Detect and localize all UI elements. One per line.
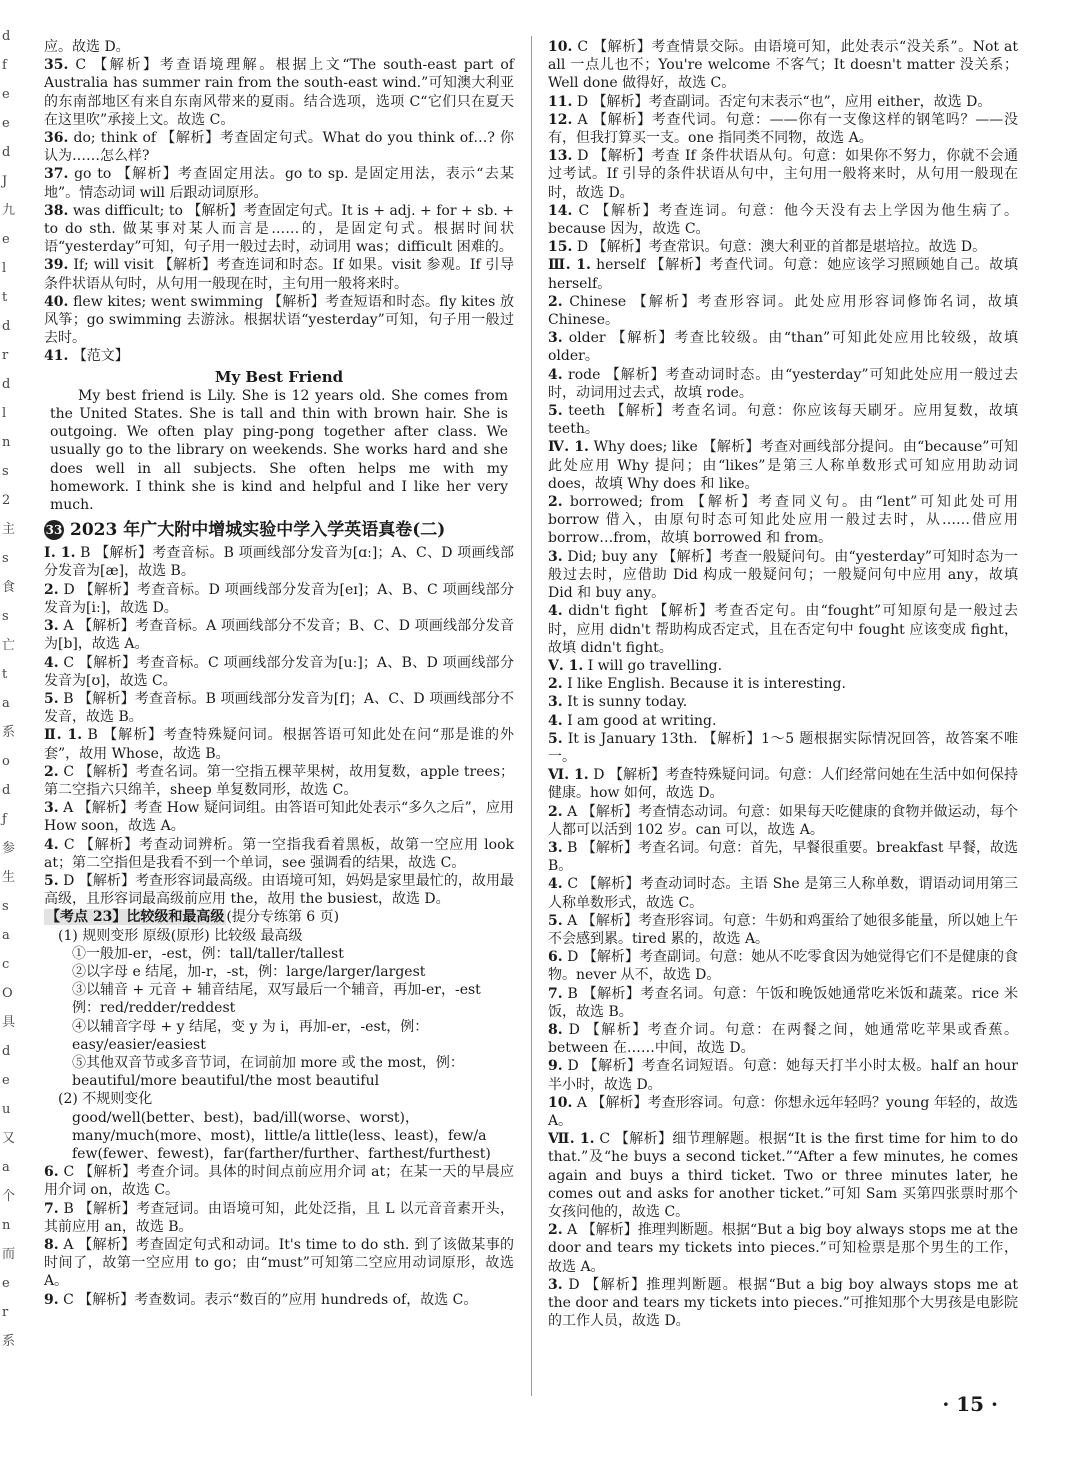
answer-entry	[548, 1221, 1018, 1276]
entry-text: D 【解析】考查副词。句意：她从不吃零食因为她觉得它们不是健康的食物。never 从不，故选 D。	[548, 949, 1018, 984]
margin-bleed-char: s	[2, 551, 9, 566]
answer-entry	[44, 347, 514, 365]
margin-bleed-char: 个	[2, 1189, 16, 1204]
entry-number: 7.	[44, 1200, 59, 1217]
entry-text: C 【解析】考查数词。表示“数百的”应用 hundreds of，故选 C。	[63, 1291, 478, 1308]
entry-number: 35.	[44, 57, 69, 74]
entry-number: 2.	[548, 803, 563, 820]
entry-number: 3.	[548, 694, 563, 711]
answer-entry	[44, 690, 514, 726]
answer-entry	[548, 948, 1018, 984]
margin-bleed-char: 食	[2, 580, 16, 595]
margin-bleed-char: u	[2, 1102, 11, 1117]
margin-bleed-char: e	[2, 87, 10, 102]
entry-number: 3.	[44, 618, 59, 635]
margin-bleed-char: d	[2, 319, 11, 334]
answer-entry	[44, 544, 514, 580]
entry-number: 7.	[548, 985, 563, 1002]
entry-number: 4.	[548, 366, 563, 383]
entry-number: 2.	[548, 293, 563, 310]
entry-number: 10.	[548, 1094, 573, 1111]
entry-number: 2.	[548, 494, 563, 511]
entry-text: B 【解析】考查名词。句意：午饭和晚饭她通常吃米饭和蔬菜。rice 米饭，故选 B。	[548, 985, 1019, 1020]
entry-text: A 【解析】考查 How 疑问词组。由答语可知此处表示“多久之后”，应用 How soon，故选 A。	[44, 800, 514, 835]
entry-text: Chinese 【解析】考查形容词。此处应用形容词修饰名词，故填 Chinese。	[548, 293, 1018, 329]
margin-bleed-char: n	[2, 435, 11, 450]
essay-title: My Best Friend	[214, 367, 344, 386]
entry-text: I like English. Because it is interesting.	[567, 676, 846, 693]
entry-text: herself 【解析】考查代词。句意：她应该学习照顾她自己。故填 herself。	[548, 257, 1018, 292]
comparative-rule: ③以辅音 + 元音 + 辅音结尾，双写最后一个辅音，再加-er，-est	[72, 982, 481, 999]
margin-bleed-char: a	[2, 1160, 10, 1175]
answer-entry	[44, 872, 514, 908]
kaodian-tag: 【考点 23】比较级和最高级	[46, 909, 225, 926]
entry-text: D 【解析】考查常识。句意：澳大利亚的首都是堪培拉。故选 D。	[576, 239, 987, 256]
entry-number: 6.	[44, 1164, 59, 1181]
margin-bleed-char: d	[2, 30, 11, 44]
column-divider	[531, 36, 532, 1396]
answer-entry	[548, 985, 1018, 1021]
entry-text: A 【解析】考查音标。A 项画线部分不发音；B、C、D 项画线部分发音为[b]，故选 A。	[44, 618, 515, 653]
answer-entry	[44, 799, 514, 835]
entry-number: Ⅵ. 1.	[548, 767, 589, 784]
answer-entry	[548, 38, 1018, 93]
answer-entry	[548, 238, 1018, 256]
entry-text: older 【解析】考查比较级。由“than”可知此处应用比较级，故填 older。	[548, 330, 1018, 365]
margin-bleed-char: r	[2, 1305, 9, 1320]
left-margin-bleed	[0, 30, 22, 1400]
entry-number: 6.	[548, 949, 563, 966]
margin-bleed-char: t	[2, 667, 8, 682]
answer-entry	[44, 165, 514, 201]
answer-entry	[548, 93, 1018, 111]
entry-number: 2.	[548, 1222, 563, 1239]
margin-bleed-char: 系	[2, 1334, 16, 1349]
answer-entry	[548, 111, 1018, 147]
entry-text: D 【解析】考查音标。D 项画线部分发音为[eɪ]；A、B、C 项画线部分发音为[iː]，故选 D。	[44, 581, 514, 616]
entry-text: A 【解析】考查情态动词。句意：如果每天吃健康的食物并做运动，每个人都可以活到 102 岁。can 可以，故选 A。	[548, 803, 1019, 838]
margin-bleed-char: 主	[2, 522, 16, 537]
entry-number: 9.	[548, 1058, 563, 1075]
entry-text: C 【解析】考查动词时态。主语 She 是第三人称单数，谓语动词用第三人称单数形式，故选 C。	[548, 876, 1018, 911]
entry-number: Ⅱ. 1.	[44, 727, 83, 744]
answer-entry	[44, 836, 514, 872]
answer-entry	[548, 912, 1018, 948]
margin-bleed-char: 生	[2, 870, 16, 885]
entry-number: 37.	[44, 166, 69, 183]
answer-entry	[44, 654, 514, 690]
entry-text: A 【解析】考查固定句式和动词。It's time to do sth. 到了该做某事的时间了，故第一空应用 to go；由“must”可知第二空应用动词原形，故选 A。	[44, 1237, 515, 1290]
answer-entry	[548, 693, 1018, 711]
margin-bleed-char: l	[2, 261, 7, 276]
answer-entry	[44, 1236, 514, 1291]
entry-text: C 【解析】考查情景交际。由语境可知，此处表示“没关系”。Not at all 一点儿也不；You're welcome 不客气；It doesn't matter 没关系；Well done 做得好，故选 C。	[548, 39, 1019, 92]
margin-bleed-char: n	[2, 1218, 11, 1233]
entry-number: 9.	[44, 1291, 59, 1308]
entry-number: Ⅶ. 1.	[548, 1131, 595, 1148]
margin-bleed-char: e	[2, 232, 10, 247]
margin-bleed-char: 九	[2, 203, 16, 218]
margin-bleed-char: s	[2, 899, 9, 914]
answer-entry	[44, 617, 514, 653]
entry-text: D 【解析】考查副词。否定句末表示“也”，应用 either，故选 D。	[576, 93, 992, 110]
comparative-rule: ②以字母 e 结尾，加-r，-st，例：large/larger/largest	[72, 963, 426, 980]
entry-text: B 【解析】考查冠词。由语境可知，此处泛指，且 L 以元音音素开头，其前应用 an，故选 B。	[44, 1200, 514, 1235]
margin-bleed-char: J	[2, 174, 8, 189]
margin-bleed-char: a	[2, 928, 10, 943]
margin-bleed-char: d	[2, 377, 11, 392]
answer-entry	[548, 1057, 1018, 1093]
margin-bleed-char: 参	[2, 841, 16, 856]
entry-number: 3.	[548, 548, 563, 565]
answer-entry	[548, 602, 1018, 657]
margin-bleed-char: ƒ	[2, 812, 7, 827]
entry-number: 8.	[44, 1237, 59, 1253]
entry-number: 5.	[548, 730, 563, 747]
margin-bleed-char: f	[2, 58, 7, 73]
entry-text: borrowed; from 【解析】考查同义句。由“lent”可知此处可用 borrow 借入，由原句时态可知此处应用一般过去时，从……借应用 borrow…from，故填 borrowed 和 from。	[548, 494, 1018, 547]
answer-entry	[548, 366, 1018, 402]
margin-bleed-char: 又	[2, 1131, 16, 1146]
entry-text: was difficult; to 【解析】考查固定句式。It is + adj. + for + sb. + to do sth. 做某事对某人而言是……的，是固定句式。根据时间状语“yesterday”可知，句子用一般过去时，动词用 was；difficult 困难的。	[44, 202, 514, 256]
entry-text: 应。故选 D。	[44, 39, 130, 55]
entry-text: C 【解析】考查连词。句意：他今天没有去上学因为他生病了。because 因为，故选 C。	[548, 202, 1018, 238]
entry-number: 10.	[548, 39, 573, 55]
irregular-forms: good/well(better、best)，bad/ill(worse、worst)，many/much(more、most)，little/a little(less、least)，few/a few(fewer、fewest)，far(farther/further、farthest/furthest)	[72, 1109, 491, 1162]
answer-entry	[44, 1291, 514, 1309]
answer-entry	[548, 256, 1018, 292]
answer-entry	[548, 402, 1018, 438]
entry-text: D 【解析】考查 If 条件状语从句。句意：如果你不努力，你就不会通过考试。If 引导的条件状语从句中，主句用一般将来时，从句用一般现在时，故选 D。	[548, 148, 1018, 201]
entry-number: 2.	[44, 763, 59, 780]
entry-number: 4.	[44, 654, 59, 671]
answer-entry	[548, 438, 1018, 493]
answer-entry	[44, 1200, 514, 1236]
entry-number: 15.	[548, 239, 573, 256]
entry-text: B 【解析】考查名词。句意：首先，早餐很重要。breakfast 早餐，故选 B。	[548, 839, 1019, 875]
entry-text: B 【解析】考查音标。B 项画线部分发音为[f]；A、C、D 项画线部分不发音，故选 B。	[44, 690, 515, 726]
answer-entry	[548, 329, 1018, 365]
answer-entry	[548, 548, 1018, 603]
entry-number: 4.	[548, 876, 563, 893]
entry-text: B 【解析】考查特殊疑问词。根据答语可知此处在问“那是谁的外套”，故用 Whose，故选 B。	[44, 727, 514, 762]
entry-number: 5.	[44, 872, 59, 889]
margin-bleed-char: e	[2, 1073, 10, 1088]
entry-text: It is sunny today.	[567, 694, 688, 711]
answer-entry	[548, 202, 1018, 238]
answer-entry	[548, 293, 1018, 329]
entry-text: didn't fight 【解析】考查否定句。由“fought”可知原句是一般过去时，应用 didn't 帮助构成否定式，且在否定句中 fought 应该变成 fight，故填 didn't fight。	[548, 603, 1019, 656]
entry-number: 40.	[44, 293, 69, 310]
margin-bleed-char: d	[2, 783, 11, 798]
entry-number: 3.	[548, 839, 563, 856]
margin-bleed-char: e	[2, 1276, 10, 1291]
entry-text: go to 【解析】考查固定用法。go to sp. 是固定用法，表示“去某地”。情态动词 will 后跟动词原形。	[44, 166, 514, 201]
margin-bleed-char: s	[2, 464, 9, 479]
entry-text: I am good at writing.	[567, 712, 717, 729]
margin-bleed-char: s	[2, 609, 9, 624]
entry-text: A 【解析】考查代词。句意：——你有一支像这样的钢笔吗？——没有，但我打算买一支。one 指同类不同物，故选 A。	[548, 111, 1018, 147]
entry-number: 8.	[548, 1021, 563, 1038]
entry-text: D 【解析】推理判断题。根据“But a big boy always stops me at the door and tears my tickets into pieces.”可推知那个大男孩是电影院的工作人员，故选 D。	[548, 1276, 1018, 1330]
entry-text: It is January 13th. 【解析】1～5 题根据实际情况回答，故答案不唯一。	[548, 730, 1018, 765]
entry-number: 12.	[548, 111, 573, 128]
margin-bleed-char: d	[2, 1044, 11, 1059]
entry-text: teeth 【解析】考查名词。句意：你应该每天刷牙。应用复数，故填 teeth。	[548, 403, 1019, 438]
irregular-rules-header: (2) 不规则变化	[58, 1091, 153, 1108]
margin-bleed-char: e	[2, 116, 10, 131]
margin-bleed-char: d	[2, 145, 11, 160]
regular-rules-header: (1) 规则变形 原级(原形) 比较级 最高级	[58, 927, 303, 944]
entry-number: Ⅳ. 1.	[548, 439, 589, 456]
answer-entry	[548, 657, 1018, 675]
answer-entry	[548, 766, 1018, 802]
answer-entry	[548, 730, 1018, 766]
comparative-rule: ④以辅音字母 + y 结尾，变 y 为 i，再加-er，-est，例：easy/easier/easiest	[72, 1018, 429, 1053]
entry-text: If; will visit 【解析】考查连词和时态。If 如果。visit 参观。If 引导条件状语从句时，从句用一般现在时，主句用一般将来时。	[44, 257, 514, 292]
answer-entry	[548, 675, 1018, 693]
answer-entry	[44, 202, 514, 257]
margin-bleed-char: o	[2, 754, 10, 769]
entry-number: 13.	[548, 148, 573, 165]
entry-number: 36.	[44, 130, 69, 147]
entry-number: 4.	[548, 712, 563, 729]
entry-text: D 【解析】考查形容词最高级。由语境可知，妈妈是家里最忙的，故用最高级，且形容词最高级前应用 the，故用 the busiest，故选 D。	[44, 872, 514, 908]
margin-bleed-char: 而	[2, 1247, 16, 1262]
answer-entry	[548, 1094, 1018, 1130]
entry-text: D 【解析】考查介词。句意：在两餐之间，她通常吃苹果或香蕉。between 在……中间，故选 D。	[548, 1021, 1018, 1057]
margin-bleed-char: r	[2, 348, 9, 363]
entry-number: 2.	[44, 581, 59, 598]
entry-text: A 【解析】推理判断题。根据“But a big boy always stops me at the door and tears my tickets into pieces.”可知检票是那个男生的工作，故选 A。	[548, 1222, 1018, 1275]
margin-bleed-char: 亡	[2, 638, 16, 653]
entry-text: I will go travelling.	[587, 657, 723, 674]
entry-text: A 【解析】考查形容词。句意：你想永远年轻吗？young 年轻的，故选 A。	[548, 1094, 1019, 1129]
kaodian-ref: (提分专练第 6 页)	[226, 909, 340, 926]
margin-bleed-char: O	[2, 986, 13, 1001]
answer-entry	[548, 803, 1018, 839]
entry-text: Did; buy any 【解析】考查一般疑问句。由“yesterday”可知时态为一般过去时，应借助 Did 构成一般疑问句；一般疑问句中应用 any，故填 Did 和 buy any。	[548, 548, 1019, 602]
exam-section-heading	[44, 518, 514, 542]
essay-body: My best friend is Lily. She is 12 years old. She comes from the United States. She is tall and thin with brown hair. She is outgoing. We often play ping-pong together after class. We usually go to the library on weekends. She works hard and she does well in all subjects. She often helps me with my homework. I think she is kind and helpful and I like her very much.	[50, 387, 508, 514]
answer-entry	[548, 712, 1018, 730]
entry-text: D 【解析】考查名词短语。句意：她每天打半小时太极。half an hour 半小时，故选 D。	[548, 1058, 1019, 1093]
answer-entry	[44, 38, 514, 56]
answer-entry	[44, 763, 514, 799]
right-column	[548, 38, 1018, 1330]
answer-entry	[548, 839, 1018, 875]
entry-number: 3.	[548, 1276, 563, 1293]
answer-entry	[44, 581, 514, 617]
answer-entry	[44, 129, 514, 165]
entry-number: 11.	[548, 93, 573, 110]
answer-entry	[44, 56, 514, 129]
section-title: 2023 年广大附中增城实验中学入学英语真卷(二)	[70, 520, 446, 541]
entry-text: C 【解析】考查动词辨析。第一空指我看着黑板，故第一空应用 look at；第二空指但是我看不到一个单词，see 强调看的结果，故选 C。	[44, 836, 514, 871]
comparative-rule: ⑤其他双音节或多音节词，在词前加 more 或 the most，例：beautiful/more beautiful/the most beautiful	[72, 1054, 464, 1090]
entry-number: 3.	[44, 800, 59, 817]
margin-bleed-char: a	[2, 696, 10, 711]
entry-number: 4.	[44, 836, 59, 853]
entry-text: A 【解析】考查形容词。句意：牛奶和鸡蛋给了她很多能量，所以她上午不会感到累。tired 累的，故选 A。	[548, 912, 1019, 947]
margin-bleed-char: 系	[2, 725, 16, 740]
entry-text: flew kites; went swimming 【解析】考查短语和时态。fly kites 放风筝；go swimming 去游泳。根据状语“yesterday”可知，句子用一般过去时。	[44, 293, 515, 347]
answer-entry	[548, 1276, 1018, 1331]
entry-number: 5.	[44, 690, 59, 707]
entry-text: C 【解析】细节理解题。根据“It is the first time for him to do that.”及“he buys a second ticket.”“After a few minutes, he comes again and buys a third ticket. Two or three minutes later, he comes out and asks for another ticket.”可知 Sam 买第四张票时那个女孩问他的，故选 C。	[548, 1131, 1019, 1220]
answer-entry	[548, 875, 1018, 911]
margin-bleed-char: c	[2, 957, 10, 972]
entry-number: 5.	[548, 912, 563, 929]
answer-entry	[44, 726, 514, 762]
entry-number: 38.	[44, 202, 69, 219]
entry-number: Ⅲ. 1.	[548, 257, 591, 274]
entry-text: C 【解析】考查语境理解。根据上文“The south-east part of Australia has summer rain from the south-east wind.”可知澳大利亚的东南部地区有来自东南风带来的夏雨。结合选项，选项 C“它们只在夏天在这里吹”承接上文。故选 C。	[44, 57, 514, 128]
entry-number: Ⅴ. 1.	[548, 657, 584, 674]
entry-text: C 【解析】考查名词。第一空指五棵苹果树，故用复数，apple trees；第二空指六只绵羊，sheep 单复数同形，故选 C。	[44, 763, 515, 798]
answer-entry	[548, 1130, 1018, 1221]
entry-text: D 【解析】考查特殊疑问词。句意：人们经常问她在生活中如何保持健康。how 如何，故选 D。	[548, 767, 1018, 802]
entry-text: B 【解析】考查音标。B 项画线部分发音为[ɑː]；A、C、D 项画线部分发音为[æ]，故选 B。	[44, 545, 514, 580]
entry-number: 2.	[548, 676, 563, 693]
entry-text: 【范文】	[72, 348, 129, 365]
kaodian-header	[44, 908, 514, 926]
comparative-rule: ①一般加-er，-est，例：tall/taller/tallest	[72, 945, 344, 962]
entry-text: do; think of 【解析】考查固定句式。What do you think of…? 你认为……怎么样?	[44, 130, 514, 165]
entry-number: 5.	[548, 403, 563, 420]
entry-text: C 【解析】考查音标。C 项画线部分发音为[uː]；A、B、D 项画线部分发音为[ʊ]，故选 C。	[44, 654, 514, 689]
entry-number: 39.	[44, 257, 69, 274]
section-number-badge: 33	[44, 520, 64, 540]
answer-entry	[548, 1021, 1018, 1057]
entry-number: Ⅰ. 1.	[44, 545, 76, 562]
answer-entry	[44, 293, 514, 348]
entry-text: Why does; like 【解析】考查对画线部分提问。由“because”可知此处应用 Why 提问；由“likes”是第三人称单数形式可知应用助动词 does，故填 Why does 和 like。	[548, 439, 1019, 492]
margin-bleed-char: 2	[2, 493, 11, 508]
margin-bleed-char: t	[2, 290, 8, 305]
entry-number: 41.	[44, 348, 69, 365]
entry-number: 14.	[548, 202, 573, 219]
margin-bleed-char: l	[2, 406, 7, 421]
comparative-rule: 例：red/redder/reddest	[72, 1000, 236, 1017]
entry-number: 3.	[548, 330, 563, 347]
entry-text: rode 【解析】考查动词时态。由“yesterday”可知此处应用一般过去时，动词用过去式，故填 rode。	[548, 366, 1019, 401]
answer-entry	[44, 1163, 514, 1199]
answer-entry	[548, 493, 1018, 548]
answer-entry	[44, 256, 514, 292]
entry-number: 4.	[548, 603, 563, 620]
margin-bleed-char: 具	[2, 1015, 16, 1030]
answer-entry	[548, 147, 1018, 202]
page-number: · 15 ·	[942, 1392, 998, 1416]
entry-text: C 【解析】考查介词。具体的时间点前应用介词 at；在某一天的早晨应用介词 on，故选 C。	[44, 1164, 514, 1199]
left-column	[44, 38, 514, 1309]
